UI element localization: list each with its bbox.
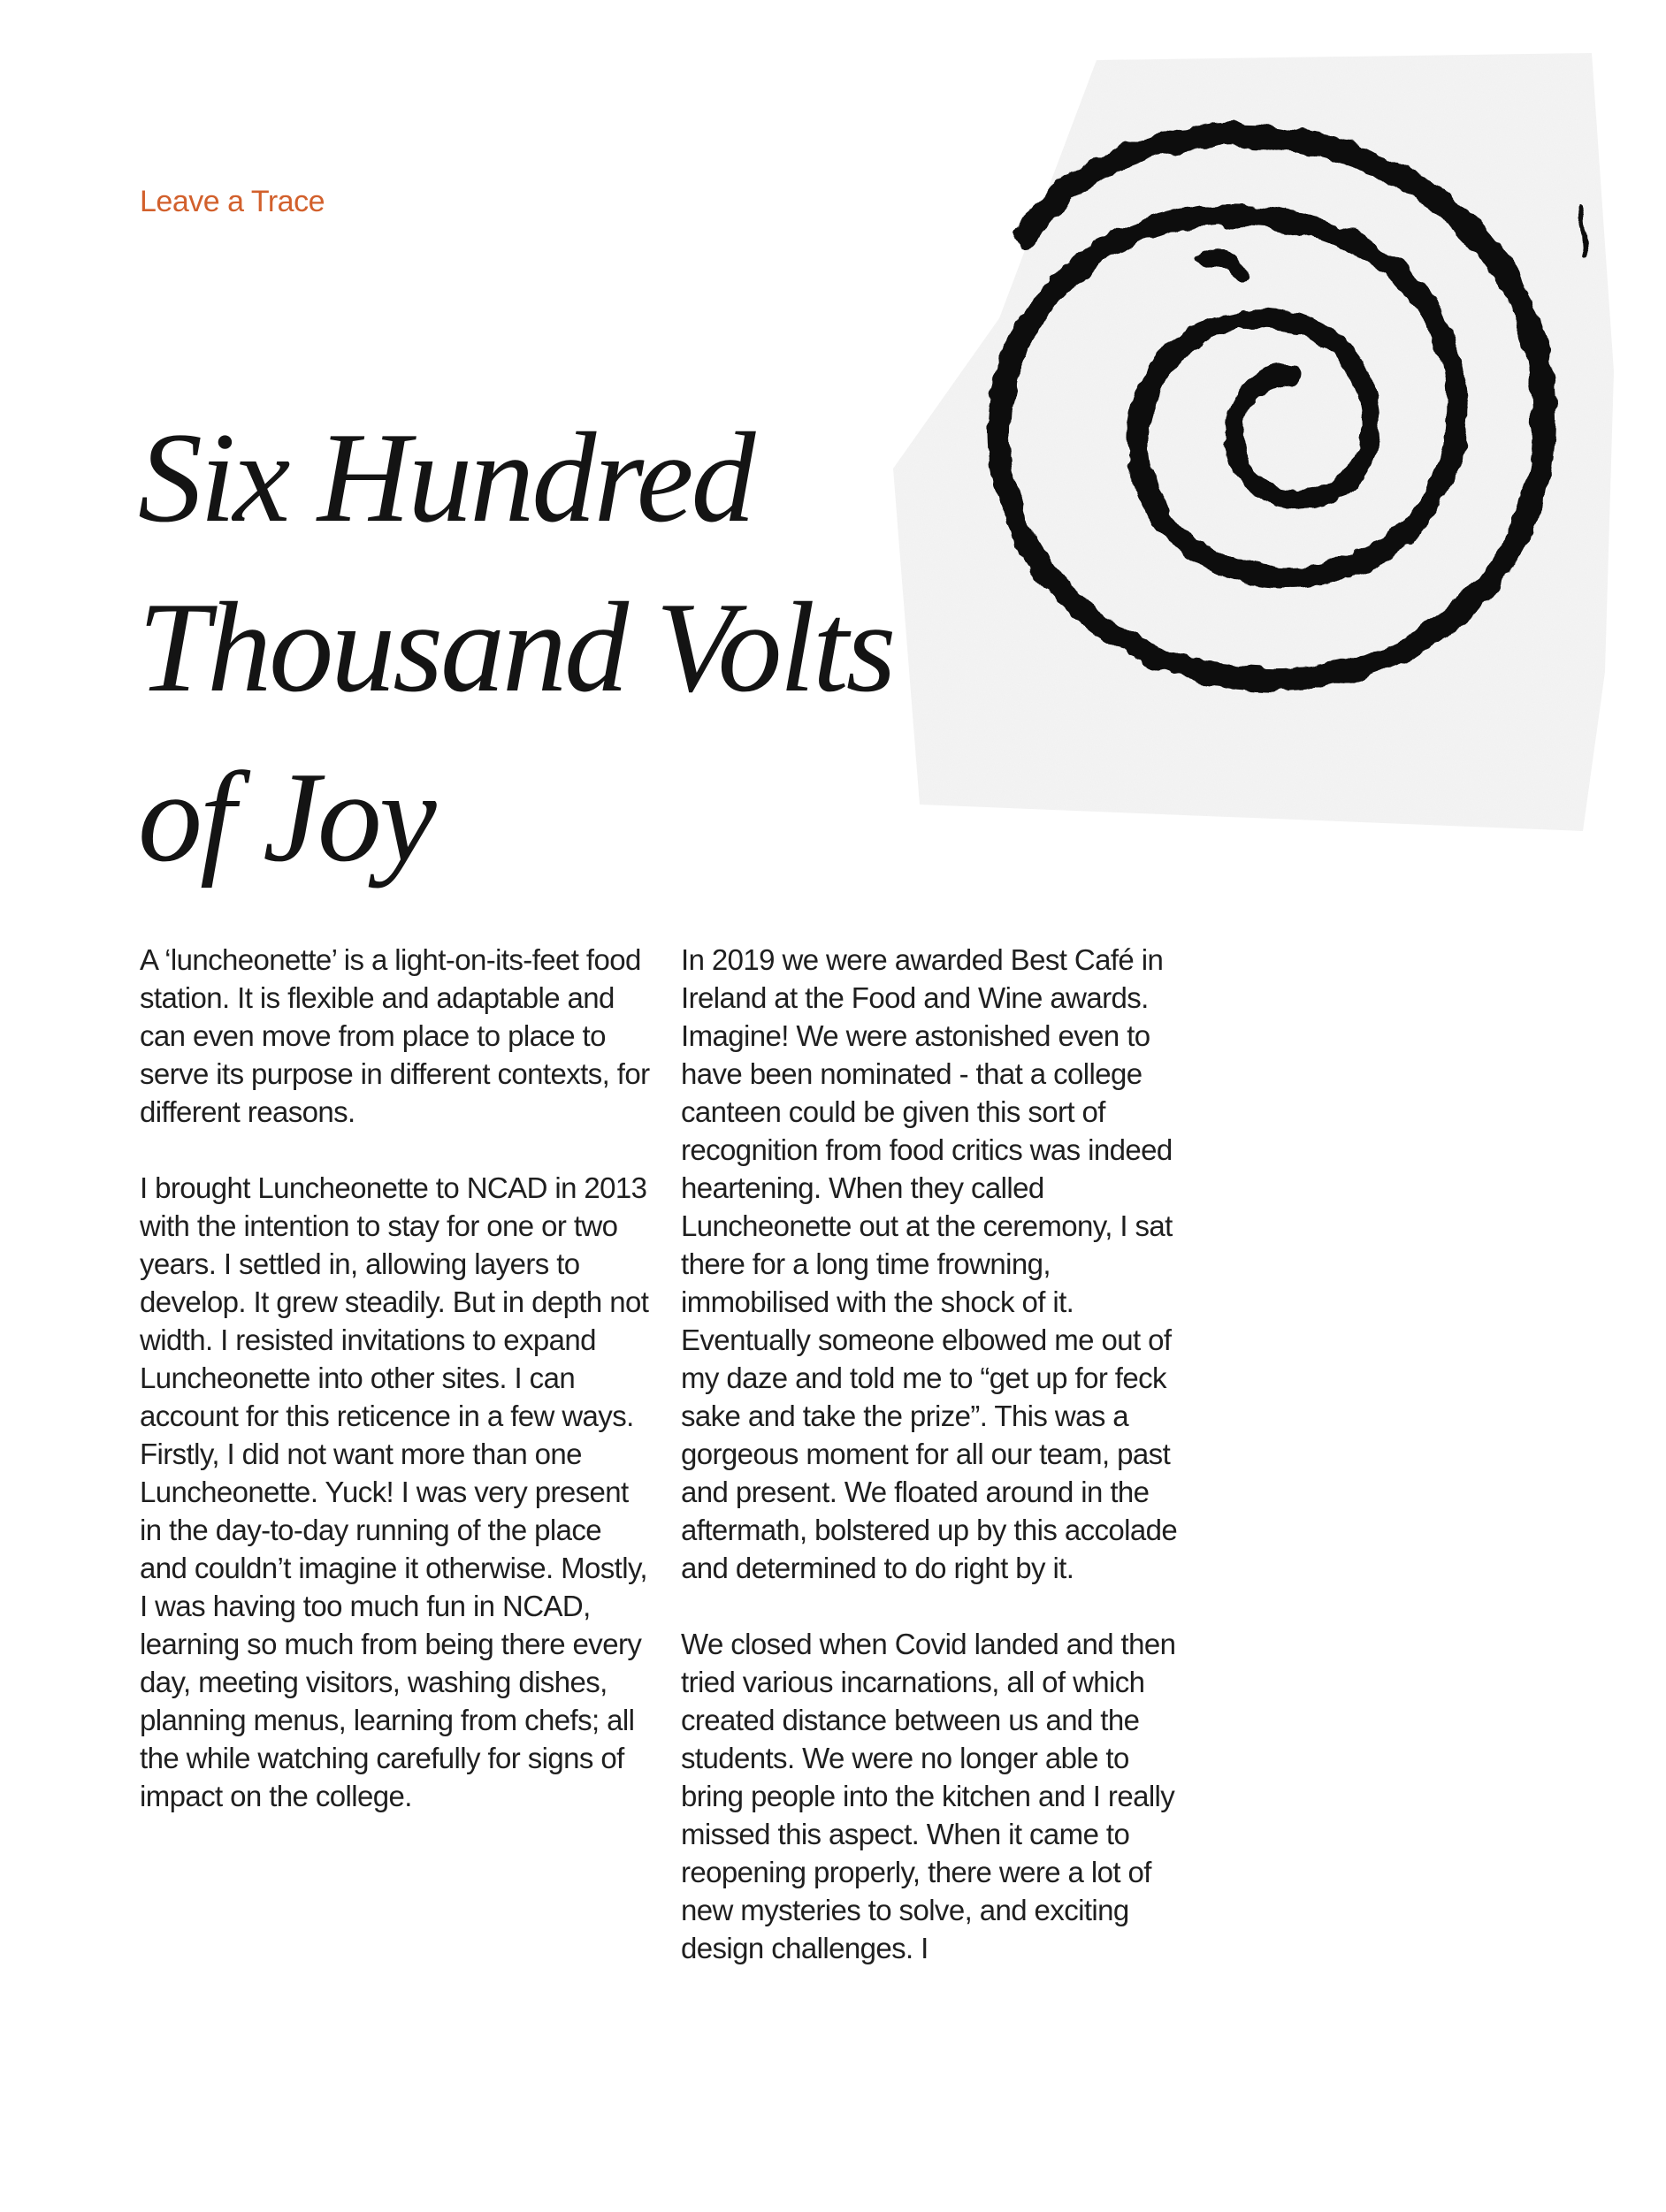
spiral-edge-mark (1581, 208, 1585, 256)
section-label: Leave a Trace (140, 185, 325, 218)
body-paragraph: I brought Luncheonette to NCAD in 2013 with the intention to stay for one or two years. I settled in, allowing layers to develop. It grew steadily. But in depth not width. I resisted invitations to expand Luncheonette into other sites. I can account for this reticence in a few ways. Firstly, I did not want more than one Luncheonette. Yuck! I was very present in the day-to-day running of the place and couldn’t imagine it otherwise. Mostly, I was having too much fun in NCAD, learning so much from being there every day, meeting visitors, washing dishes, planning menus, learning from chefs; all the while watching carefully for signs of impact on the college. (140, 1171, 649, 1812)
article-title (138, 393, 1022, 902)
body-column-left (140, 941, 653, 1853)
title-line: Six Hundred (138, 406, 753, 549)
body-paragraph: We closed when Covid landed and then tried various incarnations, all of which created distance between us and the students. We were no longer able to bring people into the kitchen and I really missed this aspect. When it came to reopening properly, there were a lot of new mysteries to solve, and exciting design challenges. I (681, 1628, 1176, 1964)
title-line: of Joy (138, 745, 434, 889)
body-paragraph: In 2019 we were awarded Best Café in Ireland at the Food and Wine awards. Imagine! We were astonished even to have been nominated - that a college canteen could be given this sort of recognition from food critics was indeed heartening. When they called Luncheonette out at the ceremony, I sat there for a long time frowning, immobilised with the shock of it. Eventually someone elbowed me out of my daze and told me to “get up for feck sake and take the prize”. This was a gorgeous moment for all our team, past and present. We floated around in the aftermath, bolstered up by this accolade and determined to do right by it. (681, 943, 1178, 1584)
title-line: Thousand Volts (138, 576, 894, 719)
body-paragraph: A ‘luncheonette’ is a light-on-its-feet food station. It is flexible and adaptable and can even move from place to place to serve its purpose in different contexts, for different reasons. (140, 943, 650, 1128)
body-column-right (681, 941, 1194, 2005)
